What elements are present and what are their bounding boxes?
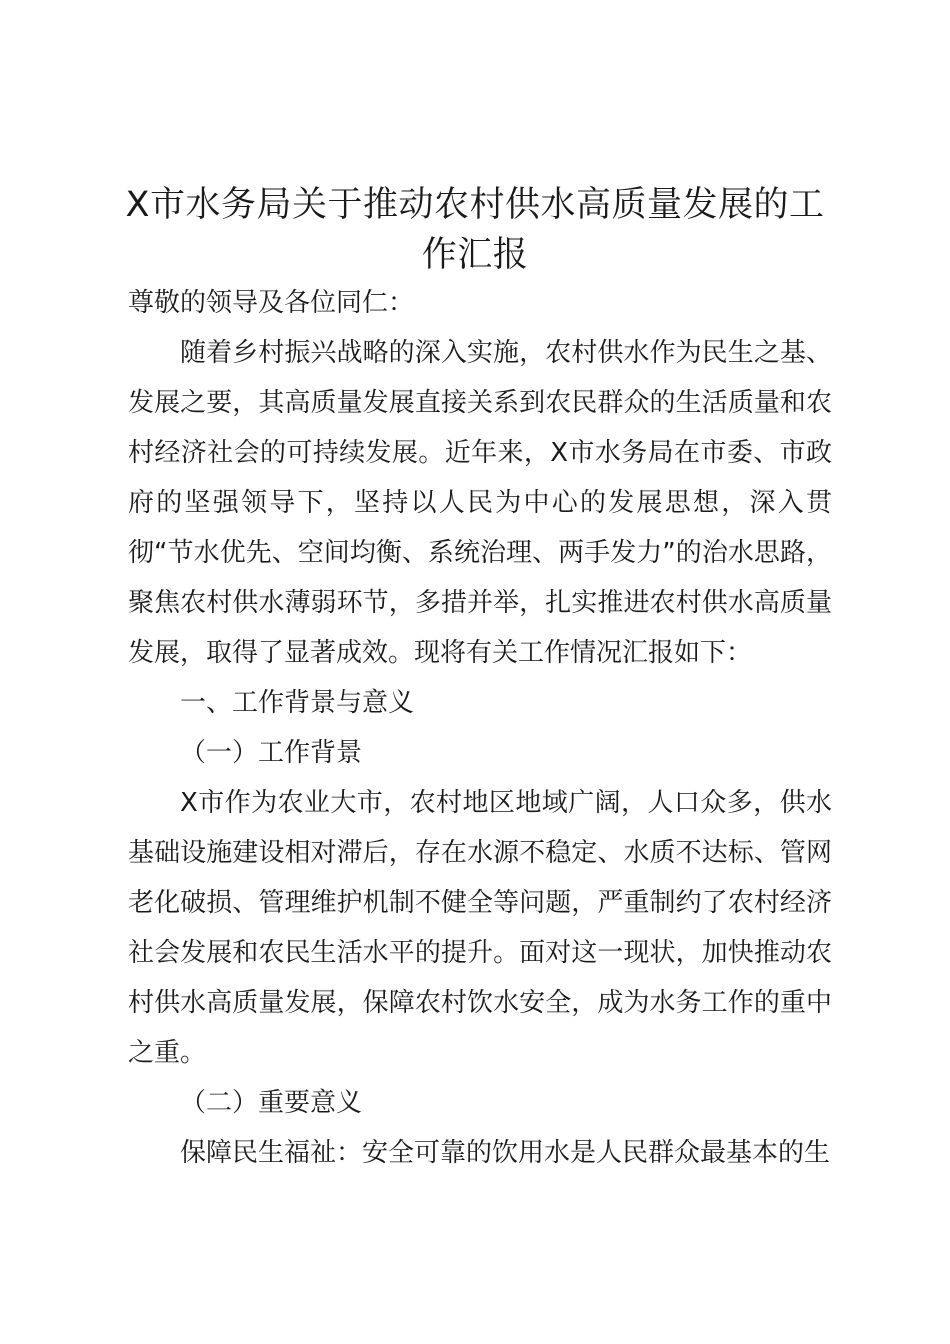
subsection-heading-significance: （二）重要意义 <box>180 1088 363 1118</box>
document-title: X市水务局关于推动农村供水高质量发展的工作汇报 <box>125 185 825 275</box>
subsection-heading-background: （一）工作背景 <box>180 738 363 768</box>
intro-paragraph: 随着乡村振兴战略的深入实施，农村供水作为民生之基、发展之要，其高质量发展直接关系到农民群众的生活质量和农村经济社会的可持续发展。近年来，X市水务局在市委、市政府的坚强领导下，坚持以人民为中心的发展思想，深入贯彻“节水优先、空间均衡、系统治理、两手发力”的治水思路，聚焦农村供水薄弱环节，多措并举，扎实推进农村供水高质量发展，取得了显著成效。现将有关工作情况汇报如下： <box>128 338 832 668</box>
significance-paragraph: 保障民生福祉：安全可靠的饮用水是人民群众最基本的生 <box>180 1138 831 1168</box>
salutation: 尊敬的领导及各位同仁： <box>128 288 415 318</box>
document-body <box>128 278 832 1178</box>
section-heading-1: 一、工作背景与意义 <box>180 688 415 718</box>
background-paragraph: X市作为农业大市，农村地区地域广阔，人口众多，供水基础设施建设相对滞后，存在水源不稳定、水质不达标、管网老化破损、管理维护机制不健全等问题，严重制约了农村经济社会发展和农民生活水平的提升。面对这一现状，加快推动农村供水高质量发展，保障农村饮水安全，成为水务工作的重中之重。 <box>128 788 832 1068</box>
